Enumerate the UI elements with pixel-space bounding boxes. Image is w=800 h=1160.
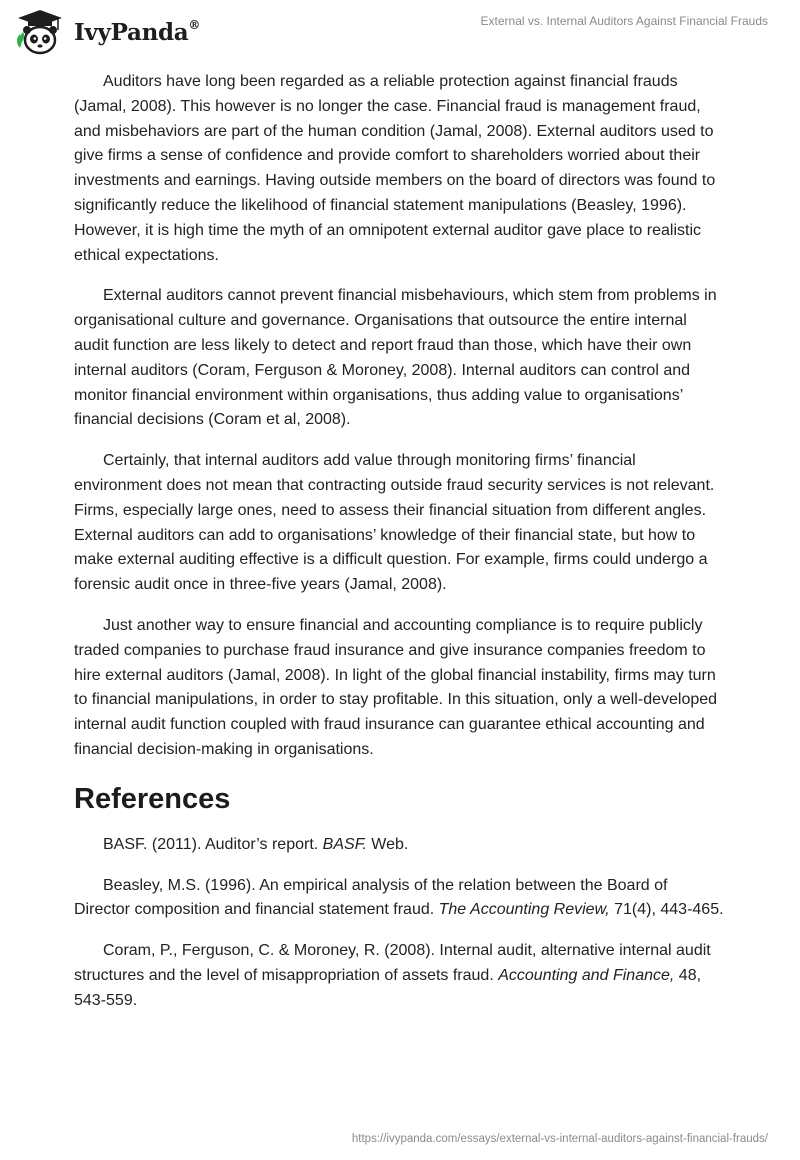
- document-title: External vs. Internal Auditors Against Financial Frauds: [480, 14, 768, 28]
- essay-content: [74, 70, 724, 1030]
- panda-graduate-icon: [14, 8, 66, 56]
- paragraph: Just another way to ensure financial and accounting compliance is to require publicly traded companies to purchase fraud insurance and give insurance companies freedom to hire external auditors (Jamal, 2008). In light of the global financial instability, firms may turn to financial manipulations, in order to stay profitable. In this situation, only a well-developed internal audit function coupled with fraud insurance can guarantee ethical accounting and financial decision-making in organisations.: [74, 616, 718, 758]
- source-url-link[interactable]: https://ivypanda.com/essays/external-vs-internal-auditors-against-financial-frauds/: [351, 1133, 768, 1145]
- paragraph: Auditors have long been regarded as a reliable protection against financial frauds (Jamal, 2008). This however is no longer the case. Financial fraud is management fraud, and misbehaviors are part of the human condition (Jamal, 2008). External auditors used to give firms a sense of confidence and provide comfort to shareholders worried about their investments and earnings. Having outside members on the board of directors was found to significantly reduce the likelihood of financial statement manipulations (Beasley, 1996). However, it is high time the myth of an omnipotent external auditor gave place to realistic ethical expectations.: [74, 73, 716, 264]
- brand-name: IvyPanda®: [74, 17, 201, 46]
- paragraph: Certainly, that internal auditors add value through monitoring firms’ financial environment does not mean that contracting outside fraud security services is not relevant. Firms, especially large ones, need to assess their financial situation from different angles. External auditors can add to organisations’ knowledge of their financial state, but how to make external auditing effective is a difficult question. For example, firms could undergo a forensic audit once in three-five years (Jamal, 2008).: [74, 452, 715, 594]
- ivypanda-logo[interactable]: [14, 8, 200, 56]
- reference-item: Beasley, M.S. (1996). An empirical analysis of the relation between the Board of Director composition and financial statement fraud. The Accounting Review, 71(4), 443-465.: [74, 876, 724, 919]
- reference-item: Coram, P., Ferguson, C. & Moroney, R. (2008). Internal audit, alternative internal audit structures and the level of misappropriation of assets fraud. Accounting and Finance, 48, 543-559.: [74, 942, 711, 1009]
- references-heading: References: [74, 782, 231, 815]
- paragraph: External auditors cannot prevent financial misbehaviours, which stem from problems in organisational culture and governance. Organisations that outsource the entire internal audit function are less likely to detect and report fraud than those, which have their own internal auditors (Coram, Ferguson & Moroney, 2008). Internal auditors can control and monitor financial environment within organisations, thus adding value to organisations’ financial decisions (Coram et al, 2008).: [74, 287, 717, 429]
- reference-item: BASF. (2011). Auditor’s report. BASF. Web.: [103, 835, 409, 853]
- page-header: [0, 0, 800, 64]
